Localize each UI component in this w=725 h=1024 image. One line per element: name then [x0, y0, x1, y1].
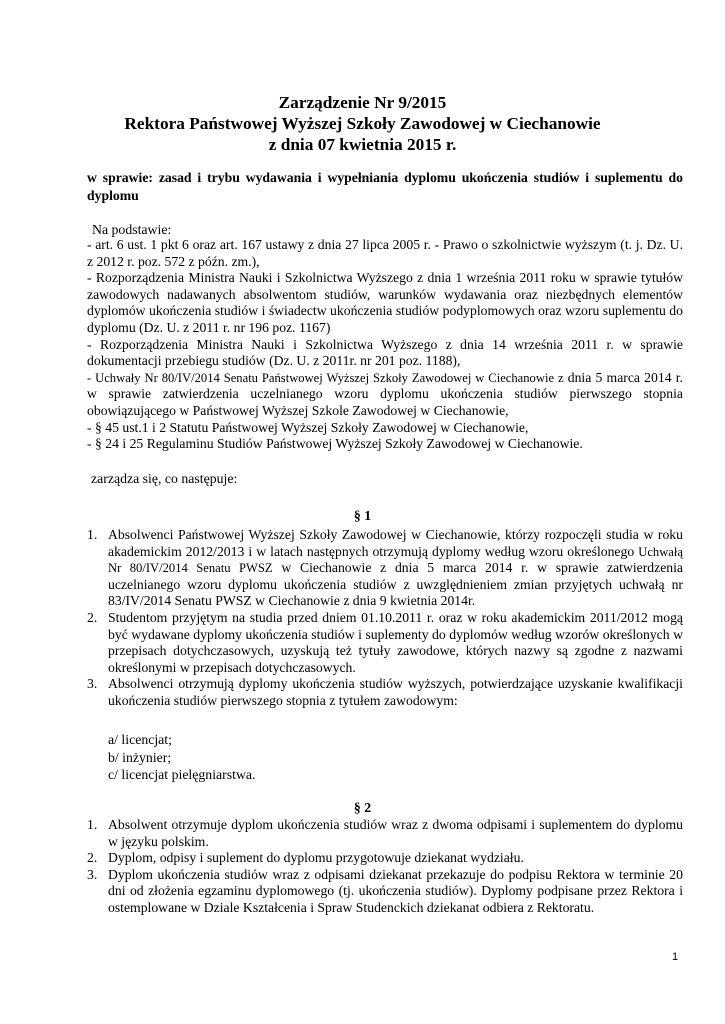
- resolution-reference: Uchwałą Nr 80/IV/2014 Senatu PWSZ: [108, 544, 683, 576]
- section-1-heading: § 1: [353, 508, 372, 523]
- legal-basis-list: [87, 237, 683, 453]
- section-2-heading: § 2: [353, 800, 372, 815]
- title-option: c/ licencjat pielęgniarstwa.: [108, 767, 256, 782]
- legal-basis-item: [87, 370, 683, 420]
- item-text: Studentom przyjętym na studia przed dniem 01.10.2011 r. oraz w roku akademickim 2011/2012 mogą być wydawane dyplomy ukończenia studiów i suplementy do dyplomów według wzorów określonych w przepisach dotychczasowych, uzyskują też tytuły zawodowe, których nazwy są zgodne z nazwami określonymi w przepisach dotychczasowych.: [108, 609, 683, 675]
- item-number: 1.: [87, 527, 98, 542]
- list-item: [87, 527, 683, 610]
- senate-resolution-ref: - Uchwały Nr 80/IV/2014 Senatu Państwowej Wyższej Szkoły Zawodowej w Ciechanowie z: [87, 370, 564, 385]
- legal-basis-item: - § 45 ust.1 i 2 Statutu Państwowej Wyższej Szkoły Zawodowej w Ciechanowie,: [87, 419, 529, 435]
- item-number: 3.: [87, 676, 98, 692]
- section-2-list: [87, 817, 683, 917]
- senate-resolution-text: dnia 5 marca 2014 r. w sprawie zatwierdzenia uczelnianego wzoru dyplomu ukończenia studiów pierwszego stopnia obowiązującego w Państwowej Wyższej Szkole Zawodowej w Ciechanowie,: [87, 369, 683, 418]
- list-item: [87, 867, 683, 917]
- item-text: Absolwenci otrzymują dyplomy ukończenia studiów wyższych, potwierdzające uzyskanie kwalifikacji ukończenia studiów pierwszego stopnia z tytułem zawodowym:: [108, 676, 683, 708]
- item-number: 2.: [87, 850, 98, 866]
- item-text-continued: w Ciechanowie z dnia 5 marca 2014 r. w sprawie zatwierdzenia uczelnianego wzoru dyplomu ukończenia studiów z uwzględnieniem zmian przyjętych uchwałą nr 83/IV/2014 Senatu PWSZ w Ciechanowie z dnia 9 kwietnia 2014r.: [108, 560, 683, 609]
- section-1-list: [87, 527, 683, 710]
- item-number: 3.: [87, 866, 98, 882]
- list-item: [87, 610, 683, 676]
- legal-basis-intro: Na podstawie:: [92, 222, 172, 237]
- professional-titles-list: [108, 731, 255, 784]
- item-number: 1.: [87, 817, 98, 832]
- legal-basis-item: - Rozporządzenia Ministra Nauki i Szkolnictwa Wyższego z dnia 14 września 2011 r. w sprawie dokumentacji przebiegu studiów (Dz. U. z 2011r. nr 201 poz. 1188),: [87, 336, 683, 369]
- item-text: Dyplom ukończenia studiów wraz z odpisami dziekanat przekazuje do podpisu Rektora w terminie 20 dni od złożenia egzaminu dyplomowego (tj. ukończenia studiów). Dyplomy podpisane przez Rektora i ostemplowane w Dziale Kształcenia i Spraw Studenckich dziekanat odbiera z Rektoratu.: [108, 866, 683, 915]
- title-option: a/ licencjat;: [108, 732, 172, 747]
- item-number: 2.: [87, 609, 98, 625]
- item-text: Absolwent otrzymuje dyplom ukończenia studiów wraz z dwoma odpisami i suplementem do dyplomu w języku polskim.: [108, 817, 683, 849]
- list-item: [87, 676, 683, 709]
- title-option: b/ inżynier;: [108, 749, 172, 765]
- document-title: Zarządzenie Nr 9/2015: [278, 93, 447, 112]
- legal-basis-item: - Rozporządzenia Ministra Nauki i Szkolnictwa Wyższego z dnia 1 września 2011 roku w sprawie tytułów zawodowych nadawanych absolwentom studiów, warunków wydawania oraz niezbędnych elementów dyplomów ukończenia studiów i świadectw ukończenia studiów podyplomowych oraz wzoru suplementu do dyplomu (Dz. U. z 2011 r. nr 196 poz. 1167): [87, 270, 683, 335]
- list-item: [87, 850, 683, 867]
- page-number: 1: [672, 951, 679, 963]
- item-text: Absolwenci Państwowej Wyższej Szkoły Zawodowej w Ciechanowie, którzy rozpoczęli studia w roku akademickim 2012/2013 i w latach następnych otrzymują dyplomy według wzoru określonego: [108, 527, 683, 559]
- item-text: Dyplom, odpisy i suplement do dyplomu przygotowuje dziekanat wydziału.: [108, 850, 524, 866]
- legal-basis-item: - art. 6 ust. 1 pkt 6 oraz art. 167 ustawy z dnia 27 lipca 2005 r. - Prawo o szkolnictwie wyższym (t. j. Dz. U. z 2012 r. poz. 572 z późn. zm.),: [87, 237, 683, 269]
- legal-basis-item: - § 24 i 25 Regulaminu Studiów Państwowej Wyższej Szkoły Zawodowej w Ciechanowie.: [87, 436, 583, 452]
- date-line: z dnia 07 kwietnia 2015 r.: [268, 135, 457, 154]
- list-item: [87, 817, 683, 850]
- decree-statement: zarządza się, co następuje:: [91, 471, 238, 486]
- subject-line: w sprawie: zasad i trybu wydawania i wypełniania dyplomu ukończenia studiów i suplementu do dyplomu: [87, 170, 683, 203]
- issuer-line: Rektora Państwowej Wyższej Szkoły Zawodowej w Ciechanowie: [124, 114, 601, 133]
